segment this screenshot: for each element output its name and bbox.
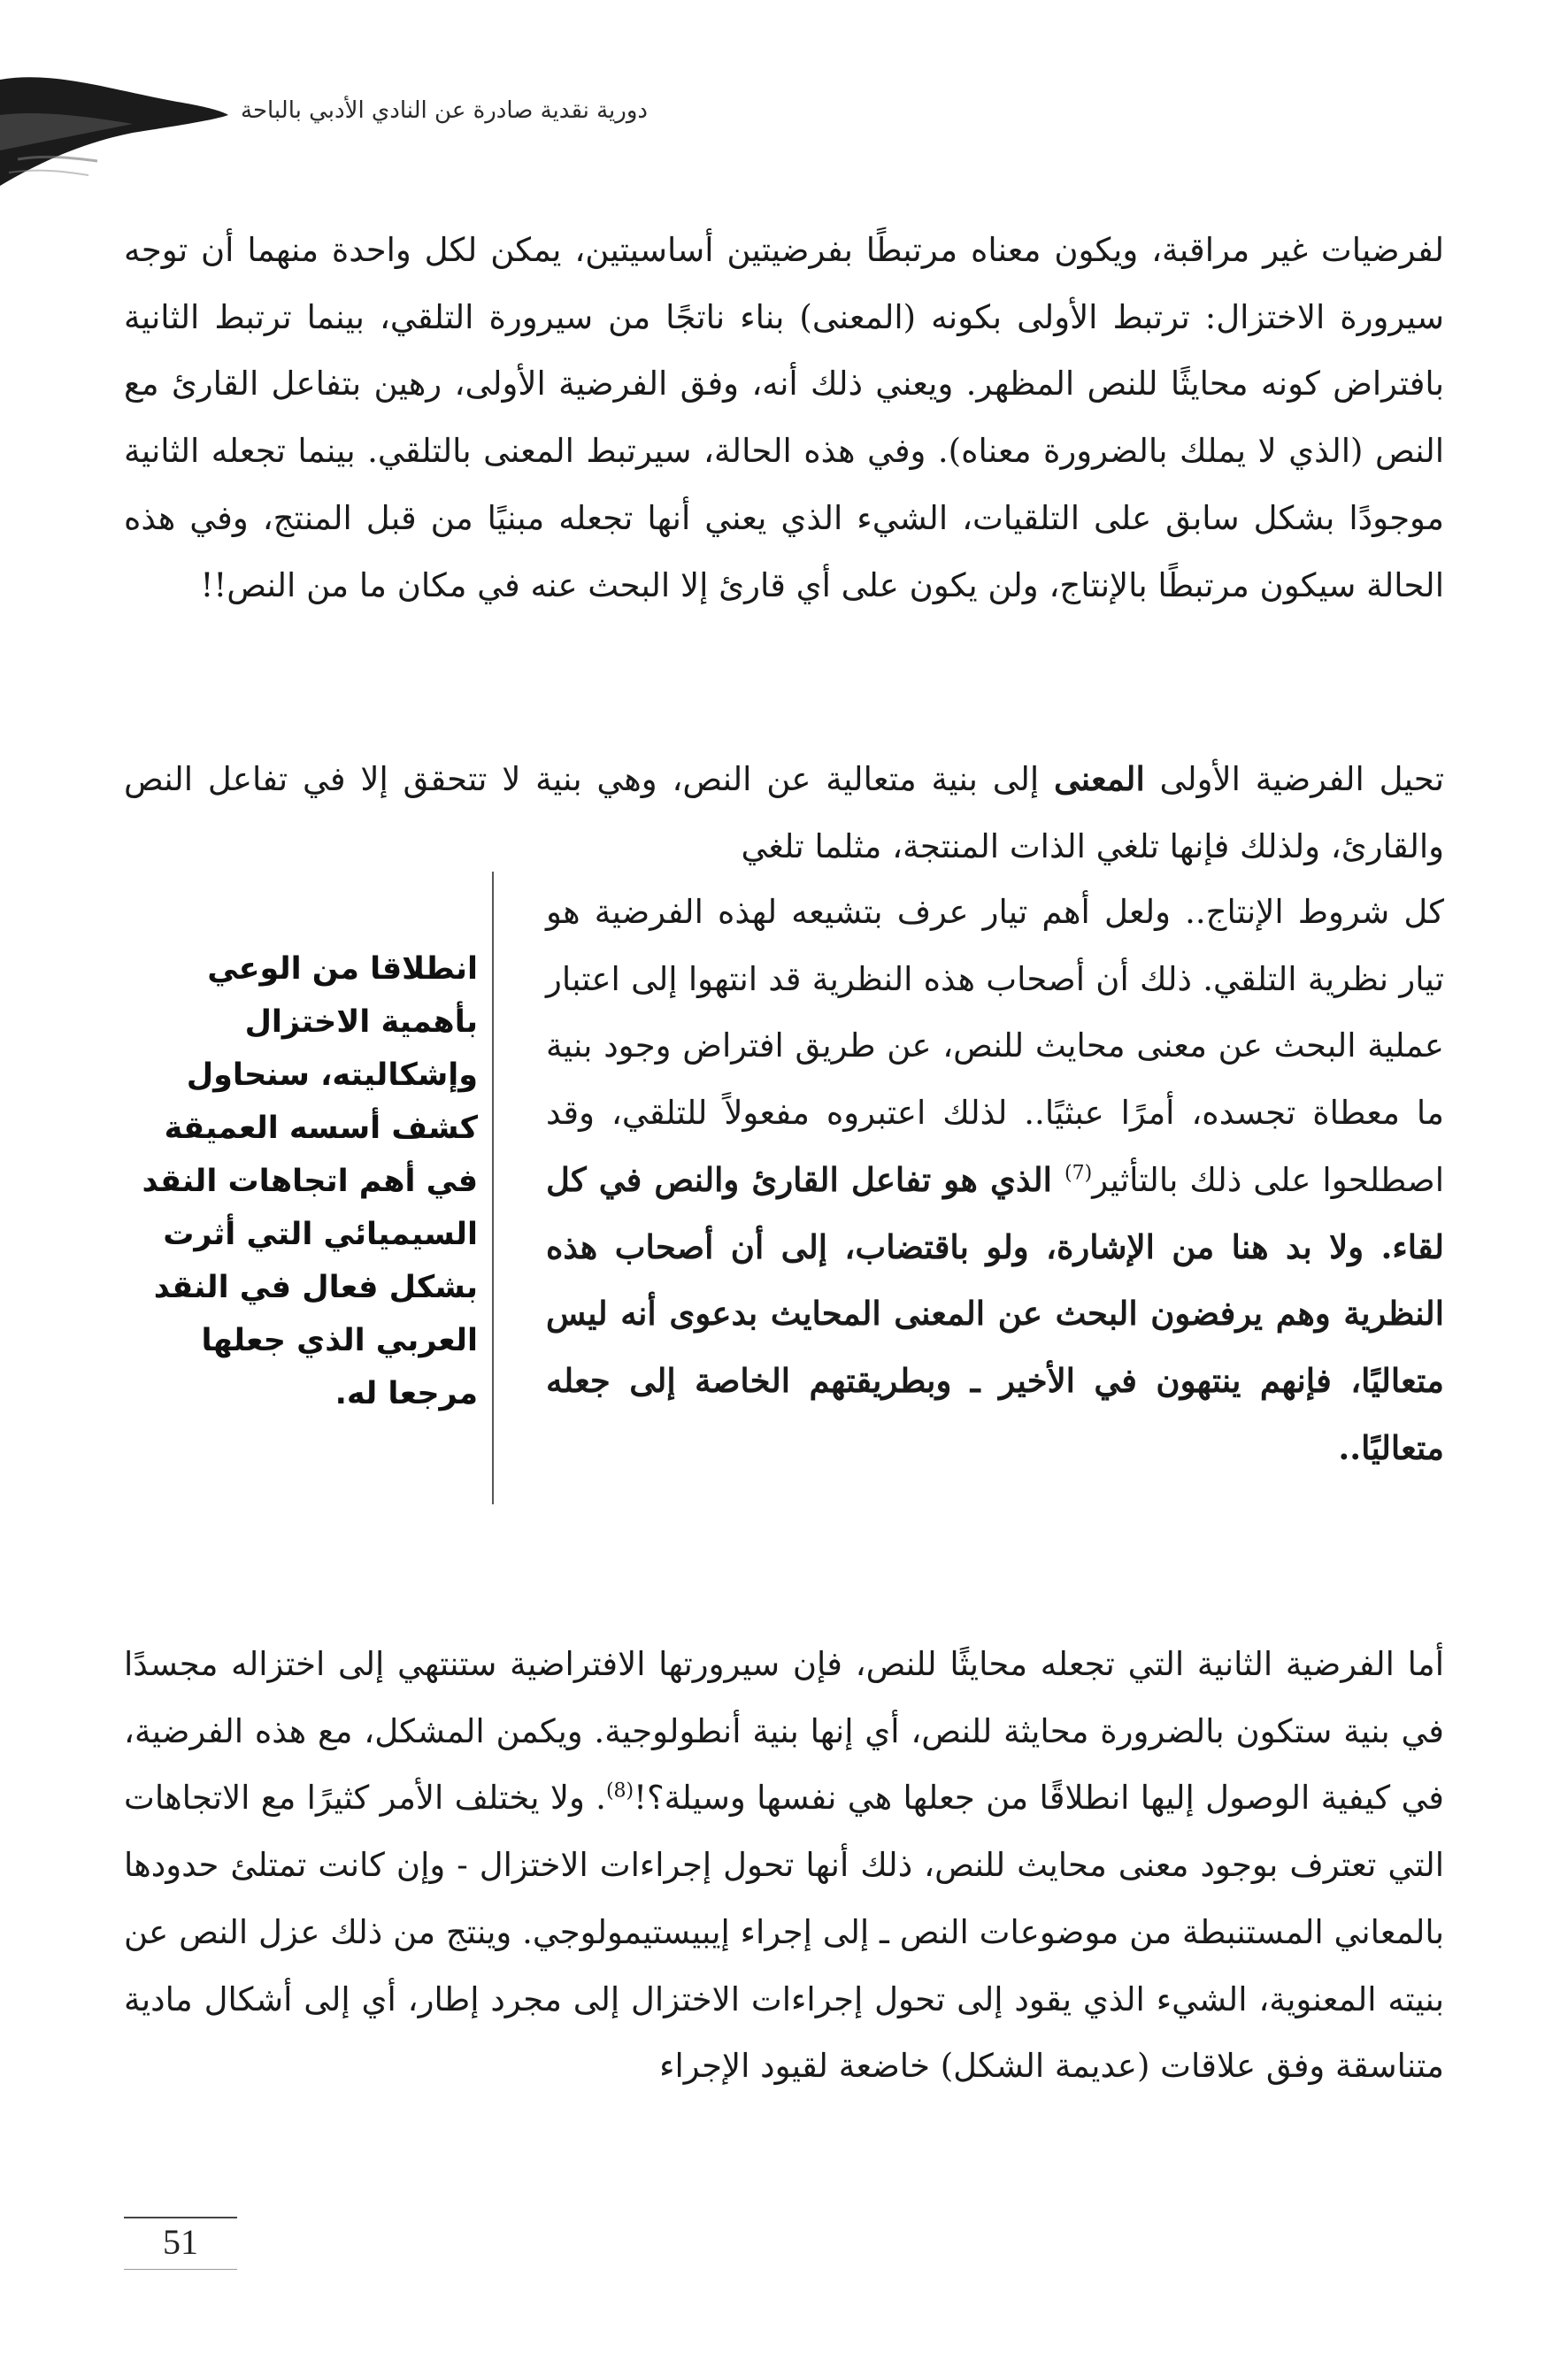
brush-stroke-icon bbox=[0, 62, 230, 195]
paragraph-3-text-a: أما الفرضية الثانية التي تجعله محايثًا للنص، فإن سيرورتها الافتراضية ستنتهي إلى اختزاله مجسدًا في بنية ستكون بالضرورة محايثة للنص، أي إنها بنية أنطولوجية. ويكمن المشكل، مع هذه الفرضية، في كيفية الوصول إليها انطلاقًا من جعلها هي نفسها وسيلة؟! bbox=[124, 1645, 1444, 1818]
paragraph-2-column bbox=[546, 879, 1444, 1481]
paragraph-2-opening bbox=[124, 746, 1444, 880]
paragraph-2-column-text: كل شروط الإنتاج.. ولعل أهم تيار عرف بتشيعه لهذه الفرضية هو تيار نظرية التلقي. ذلك أن أصحاب هذه النظرية قد انتهوا إلى اعتبار عملية البحث عن معنى محايث للنص، عن طريق افتراض وجود بنية ما معطاة تجسده، أمرًا عبثيًا.. لذلك اعتبروه مفعولاً للتلقي، وقد اصطلحوا على ذلك بالتأثير bbox=[546, 893, 1444, 1199]
paragraph-3 bbox=[124, 1631, 1444, 2100]
footer-rule-bottom bbox=[124, 2269, 237, 2270]
page-number: 51 bbox=[163, 2222, 198, 2262]
footnote-ref-8: (8) bbox=[605, 1780, 634, 1803]
footnote-ref-7: (7) bbox=[1065, 1162, 1093, 1185]
paragraph-1: لفرضيات غير مراقبة، ويكون معناه مرتبطًا بفرضيتين أساسيتين، يمكن لكل واحدة منهما أن توجه سيرورة الاختزال: ترتبط الأولى بكونه (المعنى) بناء ناتجًا من سيرورة التلقي، بينما ترتبط الثانية بافتراض كونه محايثًا للنص المظهر. ويعني ذلك أنه، وفق الفرضية الأولى، رهين بتفاعل القارئ مع النص (الذي لا يملك بالضرورة معناه). وفي هذه الحالة، سيرتبط المعنى بالتلقي. بينما تجعله الثانية موجودًا بشكل سابق على التلقيات، الشيء الذي يعني أنها تجعله مبنيًا من قبل المنتج، وفي هذه الحالة سيكون مرتبطًا بالإنتاج، ولن يكون على أي قارئ إلا البحث عنه في مكان ما من النص!! bbox=[124, 231, 1444, 604]
paragraph-2-column-bold: الذي هو تفاعل القارئ والنص في كل لقاء. ولا بد هنا من الإشارة، ولو باقتضاب، إلى أن أصحاب هذه النظرية وهم يرفضون البحث عن المعنى المحايث بدعوى أنه ليس متعاليًا، فإنهم ينتهون في الأخير ـ وبطريقتهم الخاصة إلى جعله متعاليًا.. bbox=[546, 1159, 1444, 1467]
running-header: دورية نقدية صادرة عن النادي الأدبي بالباحة bbox=[241, 97, 648, 124]
pull-quote-divider bbox=[492, 872, 494, 1504]
paragraph-2-bold-term: المعنى bbox=[1053, 759, 1145, 798]
paragraph-2-text-a: تحيل الفرضية الأولى bbox=[1144, 760, 1444, 798]
pull-quote: انطلاقا من الوعي بأهمية الاختزال وإشكاليته، سنحاول كشف أسسه العميقة في أهم اتجاهات النقد السيميائي التي أثرت بشكل فعال في النقد العربي الذي جعلها مرجعا له. bbox=[142, 951, 478, 1411]
paragraph-2-text-b: إلى بنية متعالية عن النص، وهي بنية لا تتحقق إلا في تفاعل النص والقارئ، ولذلك فإنها تلغي الذات المنتجة، مثلما تلغي bbox=[124, 760, 1444, 865]
footer-rule bbox=[124, 2217, 237, 2218]
paragraph-3-text-b: . ولا يختلف الأمر كثيرًا مع الاتجاهات التي تعترف بوجود معنى محايث للنص، ذلك أنها تحول إجراءات الاختزال - وإن كانت تمتلئ حدودها بالمعاني المستنبطة من موضوعات النص ـ إلى إجراء إيبيستيمولوجي. وينتج من ذلك عزل النص عن بنيته المعنوية، الشيء الذي يقود إلى تحول إجراءات الاختزال إلى مجرد إطار، أي إلى أشكال مادية متناسقة وفق علاقات (عديمة الشكل) خاضعة لقيود الإجراء bbox=[124, 1779, 1444, 2086]
